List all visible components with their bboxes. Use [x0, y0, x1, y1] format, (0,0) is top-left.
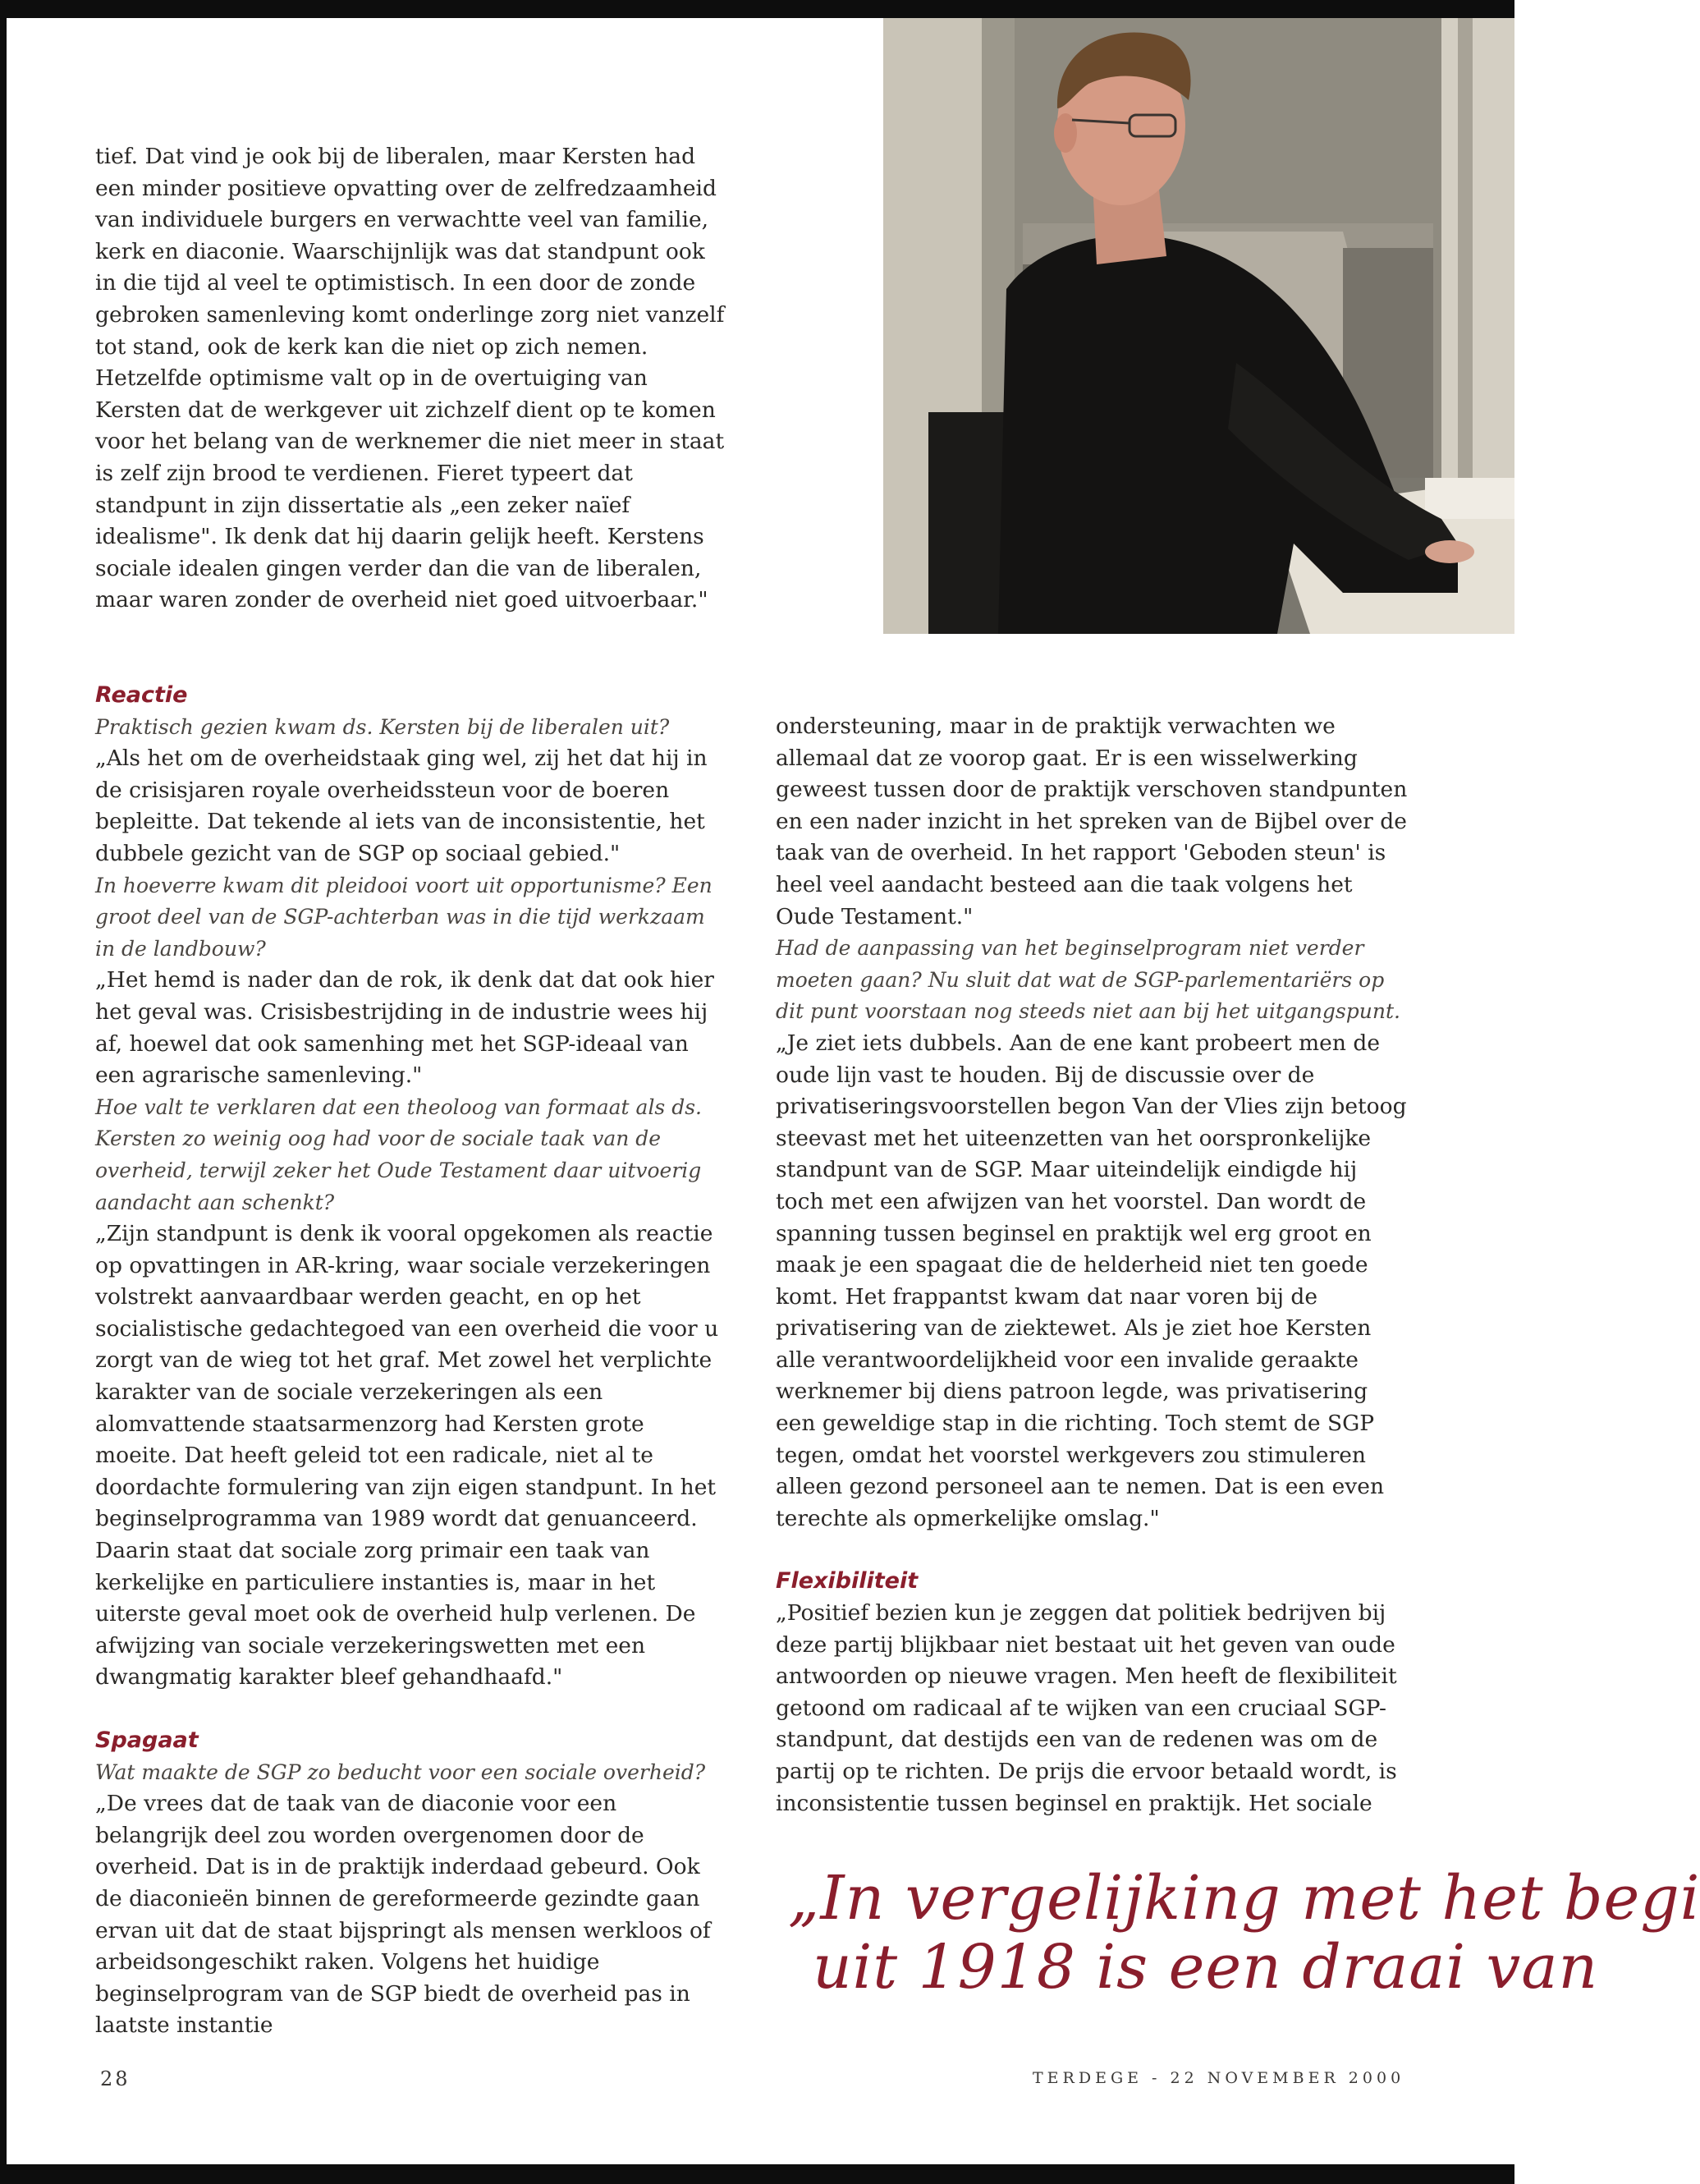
answer-6: „Positief bezien kun je zeggen dat politiek bedrijven bij deze partij blijkbaar niet bestaat uit het geven van oude antwoorden op nieuwe vragen. Men heeft de flexibiliteit getoond om radicaal af te wijken van een cruciaal SGP-standpunt, dat destijds een van de redenen was om de partij op te richten. De prijs die ervoor betaald wordt, is inconsistentie tussen beginsel en praktijk. Het sociale — [776, 1600, 1397, 1816]
pull-quote — [788, 1863, 1700, 2003]
intro-paragraph: tief. Dat vind je ook bij de liberalen, maar Kersten had een minder positieve opvatting over de zelfredzaamheid van individuele burgers en verwachtte veel van familie, kerk en diaconie. Waarschijnlijk was dat standpunt ook in die tijd al veel te optimistisch. In een door de zonde gebroken samenleving komt onderlinge zorg niet vanzelf tot stand, ook de kerk kan die niet op zich nemen. Hetzelfde optimisme valt op in de overtuiging van Kersten dat de werkgever uit zichzelf dient op te komen voor het belang van de werknemer die niet meer in staat is zelf zijn brood te verdienen. Fieret typeert dat standpunt in zijn dissertatie als „een zeker naïef idealisme". Ik denk dat hij daarin gelijk heeft. Kerstens sociale idealen gingen verder dan die van de liberalen, maar waren zonder de overheid niet goed uitvoerbaar." — [95, 144, 725, 613]
answer-3: „Zijn standpunt is denk ik vooral opgekomen als reactie op opvattingen in AR-kring, waar sociale verzekeringen volstrekt aanvaardbaar werden geacht, en op het socialistische gedachtegoed van een overheid die voor u zorgt van de wieg tot het graf. Met zowel het verplichte karakter van de sociale verzekeringen als een alomvattende staatsarmenzorg had Kersten grote moeite. Dat heeft geleid tot een radicale, niet al te doordachte formulering van zijn eigen standpunt. In het beginselprogramma van 1989 wordt dat genuanceerd. Daarin staat dat sociale zorg primair een taak van kerkelijke en particuliere instanties is, maar in het uiterste geval moet ook de overheid hulp verlenen. De afwijzing van sociale verzekeringswetten met een dwangmatig karakter bleef gehandhaafd." — [95, 1221, 719, 1691]
answer-4: „De vrees dat de taak van de diaconie voor een belangrijk deel zou worden overgenomen door de overheid. Dat is in de praktijk inderdaad gebeurd. Ook de diaconieën binnen de gereformeerde gezindte gaan ervan uit dat de staat bijspringt als mensen werkloos of arbeidsongeschikt raken. Volgens het huidige beginselprogram van de SGP biedt de overheid pas in laatste instantie — [95, 1791, 711, 2039]
answer-2: „Het hemd is nader dan de rok, ik denk dat dat ook hier het geval was. Crisisbestrijding in de industrie wees hij af, hoewel dat ook samenhing met het SGP-ideaal van een agrarische samenleving." — [95, 967, 714, 1089]
question-1: Praktisch gezien kwam ds. Kersten bij de liberalen uit? — [95, 714, 670, 739]
answer-1: „Als het om de overheidstaak ging wel, zij het dat hij in de crisisjaren royale overheidssteun voor de boeren bepleitte. Dat tekende al iets van de inconsistentie, het dubbele gezicht van de SGP op sociaal gebied." — [95, 746, 708, 866]
question-2: In hoeverre kwam dit pleidooi voort uit opportunisme? Een groot deel van de SGP-achterban was in die tijd werkzaam in de landbouw? — [95, 873, 713, 961]
pull-quote-line-2: uit 1918 is een draai van — [813, 1932, 1599, 2003]
question-5: Had de aanpassing van het beginselprogram niet verder moeten gaan? Nu sluit dat wat de SGP-parlementariërs op dit punt voorstaan nog steeds niet aan bij het uitgangspunt. — [776, 936, 1400, 1024]
heading-flexibiliteit: Flexibiliteit — [776, 1568, 919, 1594]
question-3: Hoe valt te verklaren dat een theoloog van formaat als ds. Kersten zo weinig oog had voor de sociale taak van de overheid, terwijl zeker het Oude Testament daar uitvoerig aandacht aan schenkt? — [95, 1094, 702, 1214]
page-number: 28 — [100, 2067, 131, 2090]
scan-border-top — [0, 0, 1514, 18]
answer-4-continued: ondersteuning, maar in de praktijk verwachten we allemaal dat ze voorop gaat. Er is een wisselwerking geweest tussen door de praktijk verschoven standpunten en een nader inzicht in het spreken van de Bijbel over de taak van de overheid. In het rapport 'Geboden steun' is heel veel aandacht besteed aan die taak volgens het Oude Testament." — [776, 713, 1408, 929]
magazine-footer: TERDEGE - 22 NOVEMBER 2000 — [1033, 2069, 1405, 2087]
scan-border-bottom — [0, 2164, 1514, 2184]
scan-border-left — [0, 0, 7, 2184]
right-column — [776, 711, 1408, 1819]
heading-spagaat: Spagaat — [95, 1727, 199, 1753]
intro-column — [95, 141, 727, 617]
photo-man-at-desk-icon — [883, 18, 1514, 634]
left-column — [95, 680, 727, 2042]
pull-quote-line-1: „In vergelijking met het begi — [788, 1863, 1700, 1934]
answer-5: „Je ziet iets dubbels. Aan de ene kant probeert men de oude lijn vast te houden. Bij de discussie over de privatiseringsvoorstellen begon Van der Vlies zijn betoog steevast met het uiteenzetten van het oorspronkelijke standpunt van de SGP. Maar uiteindelijk eindigde hij toch met een afwijzen van het voorstel. Dan wordt de spanning tussen beginsel en praktijk wel erg groot en maak je een spagaat die de helderheid niet ten goede komt. Het frappantst kwam dat naar voren bij de privatisering van de ziektewet. Als je ziet hoe Kersten alle verantwoordelijkheid voor een invalide geraakte werknemer bij diens patroon legde, was privatisering een geweldige stap in die richting. Toch stemt de SGP tegen, omdat het voorstel werkgevers zou stimuleren alleen gezond personeel aan te nemen. Dat is een even terechte als opmerkelijke omslag." — [776, 1030, 1407, 1531]
article-photo — [883, 18, 1514, 634]
heading-reactie: Reactie — [95, 682, 188, 708]
question-4: Wat maakte de SGP zo beducht voor een sociale overheid? — [95, 1760, 706, 1784]
